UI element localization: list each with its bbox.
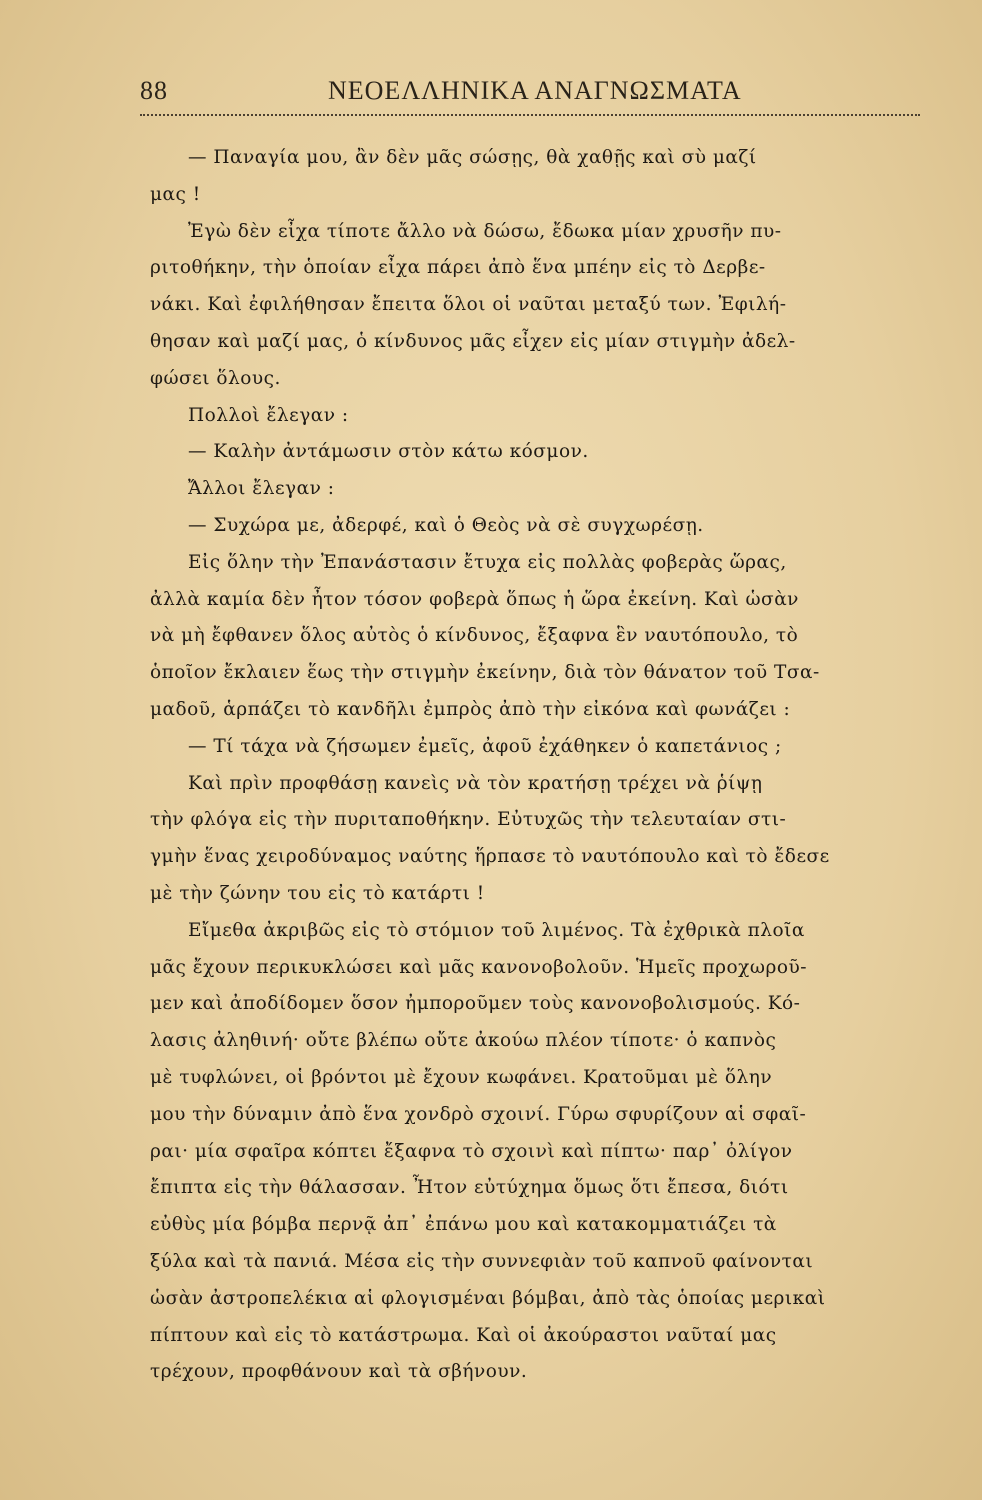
text-line: — Καλὴν ἀντάμωσιν στὸν κάτω κόσμον. xyxy=(188,441,589,463)
running-title: ΝΕΟΕΛΛΗΝΙΚΑ ΑΝΑΓΝΩΣΜΑΤΑ xyxy=(328,76,742,105)
body-text xyxy=(150,140,925,1391)
text-line: μου τὴν δύναμιν ἀπὸ ἕνα χονδρὸ σχοινί. Γύρω σφυρίζουν αἱ σφαῖ- xyxy=(150,1103,807,1125)
text-line: ριτοθήκην, τὴν ὁποίαν εἶχα πάρει ἀπὸ ἕνα μπέην εἰς τὸ Δερβε- xyxy=(150,257,766,279)
header-rule xyxy=(140,114,920,116)
text-line: τὴν φλόγα εἰς τὴν πυριταποθήκην. Εὐτυχῶς τὴν τελευταίαν στι- xyxy=(150,809,787,831)
text-line: νάκι. Καὶ ἐφιλήθησαν ἔπειτα ὅλοι οἱ ναῦται μεταξύ των. Ἐφιλή- xyxy=(150,294,787,316)
page-header xyxy=(140,72,920,112)
text-line: Εἰς ὅλην τὴν Ἐπανάστασιν ἔτυχα εἰς πολλὰς φοβερὰς ὥρας, xyxy=(188,551,787,573)
text-line: μεν καὶ ἀποδίδομεν ὅσον ἠμποροῦμεν τοὺς κανονοβολισμούς. Κό- xyxy=(150,993,801,1015)
text-line: ἀλλὰ καμία δὲν ἦτον τόσον φοβερὰ ὅπως ἡ ὥρα ἐκείνη. Καὶ ὡσὰν xyxy=(150,588,799,610)
text-line: λασις ἀληθινή· οὔτε βλέπω οὔτε ἀκούω πλέον τίποτε· ὁ καπνὸς xyxy=(150,1030,777,1052)
text-line: μας ! xyxy=(150,183,201,205)
text-line: μᾶς ἔχουν περικυκλώσει καὶ μᾶς κανονοβολοῦν. Ἡμεῖς προχωροῦ- xyxy=(150,956,807,978)
text-line: εὐθὺς μία βόμβα περνᾷ ἀπ᾽ ἐπάνω μου καὶ κατακομματιάζει τὰ xyxy=(150,1214,777,1236)
text-line: γμὴν ἕνας χειροδύναμος ναύτης ἥρπασε τὸ ναυτόπουλο καὶ τὸ ἔδεσε xyxy=(150,846,830,868)
text-line: ξύλα καὶ τὰ πανιά. Μέσα εἰς τὴν συννεφιὰν τοῦ καπνοῦ φαίνονται xyxy=(150,1250,814,1272)
text-line: τρέχουν, προφθάνουν καὶ τὰ σβήνουν. xyxy=(150,1361,528,1383)
page-number: 88 xyxy=(140,76,168,105)
text-line: νὰ μὴ ἔφθανεν ὅλος αὐτὸς ὁ κίνδυνος, ἔξαφνα ἓν ναυτόπουλο, τὸ xyxy=(150,625,799,647)
text-line: Εἴμεθα ἀκριβῶς εἰς τὸ στόμιον τοῦ λιμένος. Τὰ ἐχθρικὰ πλοῖα xyxy=(188,919,805,941)
text-line: ραι· μία σφαῖρα κόπτει ἔξαφνα τὸ σχοινὶ καὶ πίπτω· παρ᾽ ὀλίγον xyxy=(150,1140,793,1162)
text-line: ὡσὰν ἀστροπελέκια αἱ φλογισμέναι βόμβαι, ἀπὸ τὰς ὁποίας μερικαὶ xyxy=(150,1287,826,1309)
text-line: Ἐγὼ δὲν εἶχα τίποτε ἄλλο νὰ δώσω, ἔδωκα μίαν χρυσῆν πυ- xyxy=(188,220,782,242)
text-line: ὁποῖον ἔκλαιεν ἕως τὴν στιγμὴν ἐκείνην, διὰ τὸν θάνατον τοῦ Τσα- xyxy=(150,662,820,684)
text-line: πίπτουν καὶ εἰς τὸ κατάστρωμα. Καὶ οἱ ἀκούραστοι ναῦταί μας xyxy=(150,1324,777,1346)
text-line: Καὶ πρὶν προφθάσῃ κανεὶς νὰ τὸν κρατήσῃ τρέχει νὰ ῥίψῃ xyxy=(188,772,763,794)
text-line: μὲ τὴν ζώνην του εἰς τὸ κατάρτι ! xyxy=(150,882,485,904)
text-line: Ἄλλοι ἔλεγαν : xyxy=(188,478,335,500)
text-line: — Συχώρα με, ἀδερφέ, καὶ ὁ Θεὸς νὰ σὲ συγχωρέσῃ. xyxy=(188,514,704,536)
text-line: μὲ τυφλώνει, οἱ βρόντοι μὲ ἔχουν κωφάνει. Κρατοῦμαι μὲ ὅλην xyxy=(150,1066,773,1088)
text-line: θησαν καὶ μαζί μας, ὁ κίνδυνος μᾶς εἶχεν εἰς μίαν στιγμὴν ἀδελ- xyxy=(150,330,796,352)
text-line: ἔπιπτα εἰς τὴν θάλασσαν. Ἦτον εὐτύχημα ὅμως ὅτι ἔπεσα, διότι xyxy=(150,1177,789,1199)
text-line: — Τί τάχα νὰ ζήσωμεν ἐμεῖς, ἀφοῦ ἐχάθηκεν ὁ καπετάνιος ; xyxy=(188,735,782,757)
text-line: μαδοῦ, ἁρπάζει τὸ κανδῆλι ἐμπρὸς ἀπὸ τὴν εἰκόνα καὶ φωνάζει : xyxy=(150,698,791,720)
text-line: — Παναγία μου, ἂν δὲν μᾶς σώσῃς, θὰ χαθῇς καὶ σὺ μαζί xyxy=(188,147,757,168)
text-line: Πολλοὶ ἔλεγαν : xyxy=(188,404,349,426)
text-line: φώσει ὅλους. xyxy=(150,367,281,389)
